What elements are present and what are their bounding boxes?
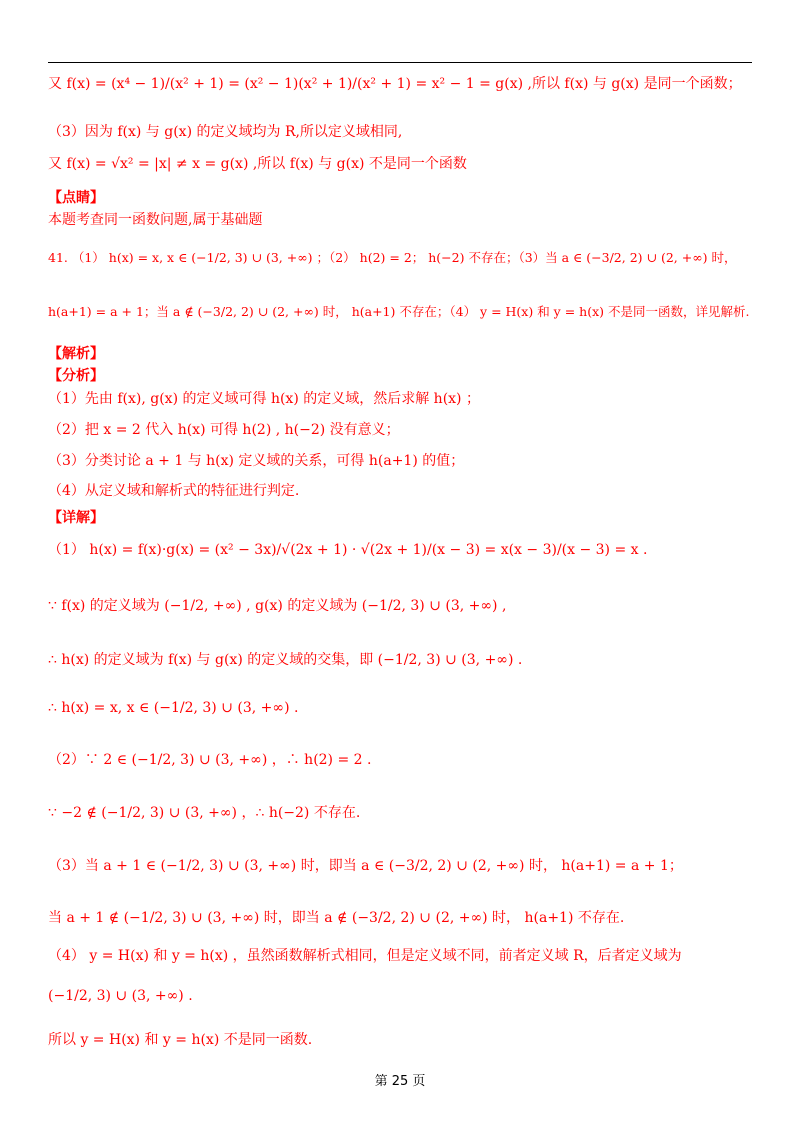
math-line: （1） h(x) = f(x)·g(x) = (x² − 3x)/√(2x + 1) · √(2x + 1)/(x − 3) = x(x − 3)/(x − 3) = x .	[48, 542, 648, 558]
text-line: 又 f(x) = √x² = |x| ≠ x = g(x) ,所以 f(x) 与 g(x) 不是同一个函数	[48, 156, 467, 172]
math-line: ∴ h(x) 的定义域为 f(x) 与 g(x) 的定义域的交集，即 (−1/2, 3) ∪ (3, +∞) .	[48, 652, 523, 668]
math-line: （4） y = H(x) 和 y = h(x) ，虽然函数解析式相同，但是定义域不同，前者定义域 R，后者定义域为	[48, 948, 682, 964]
math-line: 所以 y = H(x) 和 y = h(x) 不是同一函数.	[48, 1032, 313, 1048]
math-line: ∵ f(x) 的定义域为 (−1/2, +∞) , g(x) 的定义域为 (−1/2, 3) ∪ (3, +∞) ,	[48, 598, 507, 614]
answer-line: 41. （1） h(x) = x, x ∈ (−1/2, 3) ∪ (3, +∞) ；（2） h(2) = 2； h(−2) 不存在；（3）当 a ∈ (−3/2, 2) ∪ (2, +∞) 时，	[48, 250, 737, 265]
text-line: （4）从定义域和解析式的特征进行判定.	[48, 483, 300, 499]
section-heading: 【分析】	[48, 368, 104, 384]
top-rule	[48, 62, 752, 63]
math-line: ∴ h(x) = x, x ∈ (−1/2, 3) ∪ (3, +∞) .	[48, 700, 299, 716]
text-line: 又 f(x) = (x⁴ − 1)/(x² + 1) = (x² − 1)(x² + 1)/(x² + 1) = x² − 1 = g(x) ,所以 f(x) 与 g(x) 是同一个函数；	[48, 76, 742, 92]
section-heading: 【解析】	[48, 346, 104, 362]
page-number: 第 25 页	[374, 1074, 426, 1089]
text-line: 本题考查同一函数问题,属于基础题	[48, 212, 263, 228]
text-line: （3）分类讨论 a + 1 与 h(x) 定义域的关系，可得 h(a+1) 的值；	[48, 453, 465, 469]
math-line: 当 a + 1 ∉ (−1/2, 3) ∪ (3, +∞) 时，即当 a ∉ (−3/2, 2) ∪ (2, +∞) 时， h(a+1) 不存在.	[48, 910, 625, 926]
section-heading: 【详解】	[48, 510, 104, 526]
text-line: （3）因为 f(x) 与 g(x) 的定义域均为 R,所以定义域相同,	[48, 124, 403, 140]
text-line: （2）把 x = 2 代入 h(x) 可得 h(2) , h(−2) 没有意义；	[48, 422, 400, 438]
math-line: ∵ −2 ∉ (−1/2, 3) ∪ (3, +∞) ，∴ h(−2) 不存在.	[48, 805, 361, 821]
math-line: (−1/2, 3) ∪ (3, +∞) .	[48, 988, 193, 1004]
answer-line: h(a+1) = a + 1；当 a ∉ (−3/2, 2) ∪ (2, +∞) 时， h(a+1) 不存在；（4） y = H(x) 和 y = h(x) 不是同一函数，详见解析.	[48, 304, 750, 319]
math-line: （2）∵ 2 ∈ (−1/2, 3) ∪ (3, +∞) ，∴ h(2) = 2 .	[48, 752, 372, 768]
math-line: （3）当 a + 1 ∈ (−1/2, 3) ∪ (3, +∞) 时，即当 a ∈ (−3/2, 2) ∪ (2, +∞) 时， h(a+1) = a + 1；	[48, 858, 683, 874]
text-line: （1）先由 f(x), g(x) 的定义域可得 h(x) 的定义域，然后求解 h(x) ；	[48, 391, 480, 407]
section-heading: 【点睛】	[48, 190, 104, 206]
